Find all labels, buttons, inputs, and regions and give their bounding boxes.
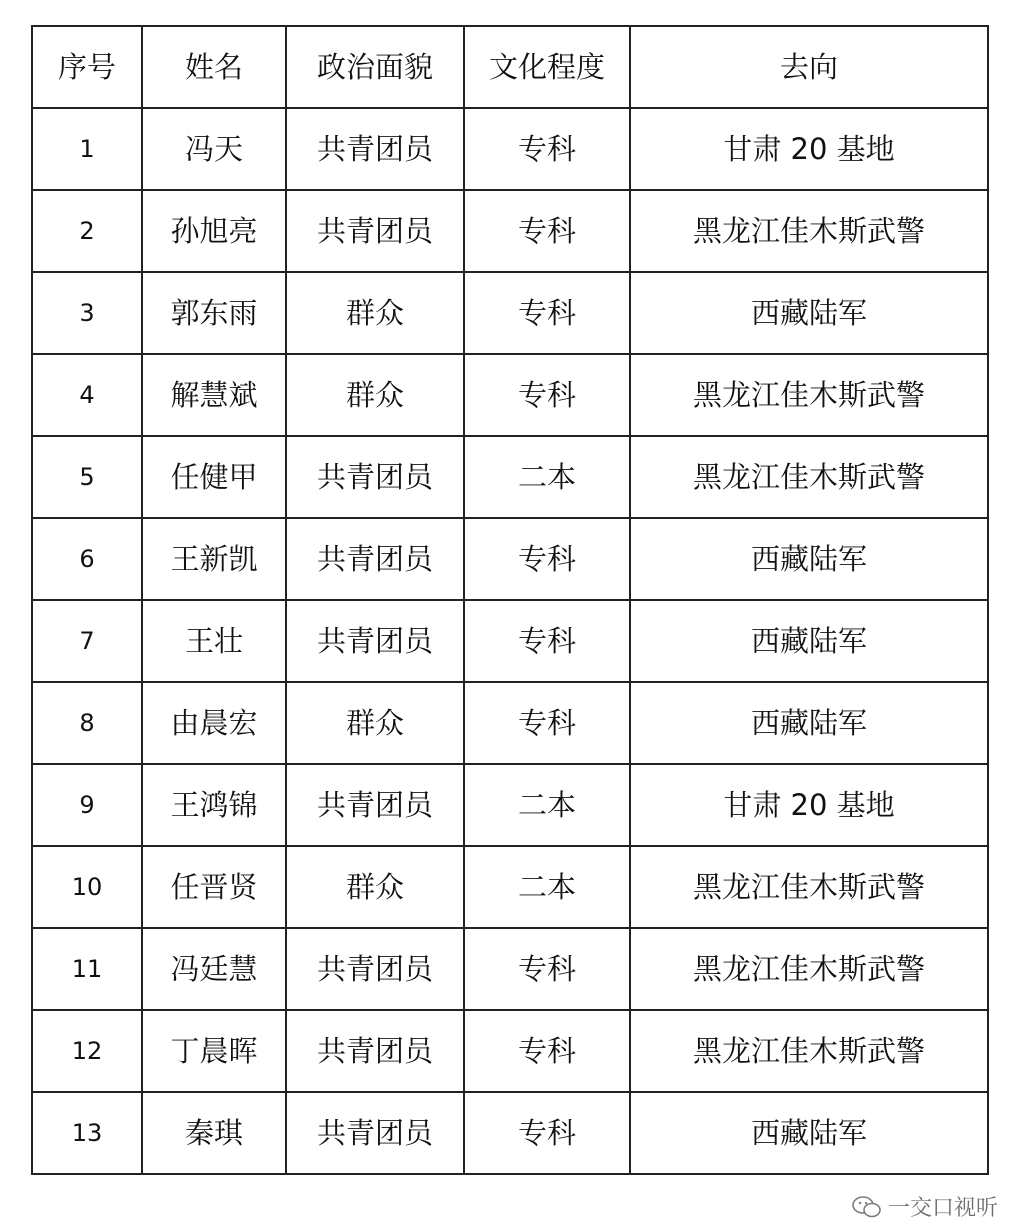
cell-name: 王壮 <box>142 600 286 682</box>
cell-political-status: 群众 <box>286 846 464 928</box>
table-row <box>32 272 988 354</box>
cell-education: 专科 <box>464 354 630 436</box>
cell-index: 2 <box>32 190 142 272</box>
cell-name: 解慧斌 <box>142 354 286 436</box>
header-destination: 去向 <box>630 26 988 108</box>
header-index: 序号 <box>32 26 142 108</box>
cell-name: 任晋贤 <box>142 846 286 928</box>
wechat-icon <box>852 1195 882 1219</box>
cell-index: 6 <box>32 518 142 600</box>
cell-political-status: 共青团员 <box>286 436 464 518</box>
cell-destination: 甘肃 20 基地 <box>630 108 988 190</box>
cell-political-status: 共青团员 <box>286 600 464 682</box>
cell-index: 8 <box>32 682 142 764</box>
roster-table <box>31 25 989 1175</box>
cell-name: 由晨宏 <box>142 682 286 764</box>
cell-destination: 黑龙江佳木斯武警 <box>630 928 988 1010</box>
table-header <box>32 26 988 108</box>
cell-destination: 黑龙江佳木斯武警 <box>630 1010 988 1092</box>
cell-political-status: 共青团员 <box>286 928 464 1010</box>
cell-index: 7 <box>32 600 142 682</box>
table-row <box>32 1010 988 1092</box>
cell-education: 专科 <box>464 928 630 1010</box>
cell-political-status: 共青团员 <box>286 764 464 846</box>
table-row <box>32 846 988 928</box>
cell-political-status: 群众 <box>286 354 464 436</box>
cell-political-status: 共青团员 <box>286 108 464 190</box>
header-political-status: 政治面貌 <box>286 26 464 108</box>
cell-political-status: 共青团员 <box>286 1010 464 1092</box>
cell-name: 任健甲 <box>142 436 286 518</box>
cell-education: 专科 <box>464 190 630 272</box>
cell-political-status: 共青团员 <box>286 518 464 600</box>
cell-destination: 西藏陆军 <box>630 1092 988 1174</box>
cell-name: 秦琪 <box>142 1092 286 1174</box>
cell-political-status: 群众 <box>286 272 464 354</box>
cell-destination: 西藏陆军 <box>630 518 988 600</box>
cell-destination: 西藏陆军 <box>630 272 988 354</box>
table-row <box>32 108 988 190</box>
cell-destination: 黑龙江佳木斯武警 <box>630 354 988 436</box>
cell-name: 丁晨晖 <box>142 1010 286 1092</box>
cell-index: 5 <box>32 436 142 518</box>
cell-index: 3 <box>32 272 142 354</box>
table-row <box>32 354 988 436</box>
cell-education: 二本 <box>464 436 630 518</box>
cell-political-status: 群众 <box>286 682 464 764</box>
cell-index: 10 <box>32 846 142 928</box>
cell-political-status: 共青团员 <box>286 1092 464 1174</box>
cell-name: 冯天 <box>142 108 286 190</box>
cell-education: 专科 <box>464 108 630 190</box>
cell-education: 专科 <box>464 1092 630 1174</box>
cell-education: 专科 <box>464 600 630 682</box>
cell-index: 12 <box>32 1010 142 1092</box>
table-row <box>32 764 988 846</box>
cell-destination: 黑龙江佳木斯武警 <box>630 436 988 518</box>
table-row <box>32 1092 988 1174</box>
table-row <box>32 518 988 600</box>
cell-index: 1 <box>32 108 142 190</box>
cell-index: 4 <box>32 354 142 436</box>
cell-education: 专科 <box>464 272 630 354</box>
cell-destination: 黑龙江佳木斯武警 <box>630 190 988 272</box>
cell-education: 二本 <box>464 764 630 846</box>
cell-education: 专科 <box>464 1010 630 1092</box>
cell-index: 13 <box>32 1092 142 1174</box>
table-row <box>32 436 988 518</box>
cell-name: 冯廷慧 <box>142 928 286 1010</box>
cell-destination: 黑龙江佳木斯武警 <box>630 846 988 928</box>
cell-political-status: 共青团员 <box>286 190 464 272</box>
cell-destination: 西藏陆军 <box>630 600 988 682</box>
cell-name: 孙旭亮 <box>142 190 286 272</box>
header-education: 文化程度 <box>464 26 630 108</box>
header-name: 姓名 <box>142 26 286 108</box>
cell-name: 王新凯 <box>142 518 286 600</box>
table-row <box>32 682 988 764</box>
cell-education: 二本 <box>464 846 630 928</box>
header-row <box>32 26 988 108</box>
cell-name: 王鸿锦 <box>142 764 286 846</box>
cell-index: 11 <box>32 928 142 1010</box>
cell-destination: 西藏陆军 <box>630 682 988 764</box>
cell-education: 专科 <box>464 518 630 600</box>
watermark-text: 一交口视听 <box>887 1196 998 1221</box>
table-row <box>32 600 988 682</box>
cell-name: 郭东雨 <box>142 272 286 354</box>
table-row <box>32 928 988 1010</box>
table-row <box>32 190 988 272</box>
cell-index: 9 <box>32 764 142 846</box>
cell-destination: 甘肃 20 基地 <box>630 764 988 846</box>
cell-education: 专科 <box>464 682 630 764</box>
watermark <box>852 1191 998 1222</box>
table-body <box>32 108 988 1174</box>
